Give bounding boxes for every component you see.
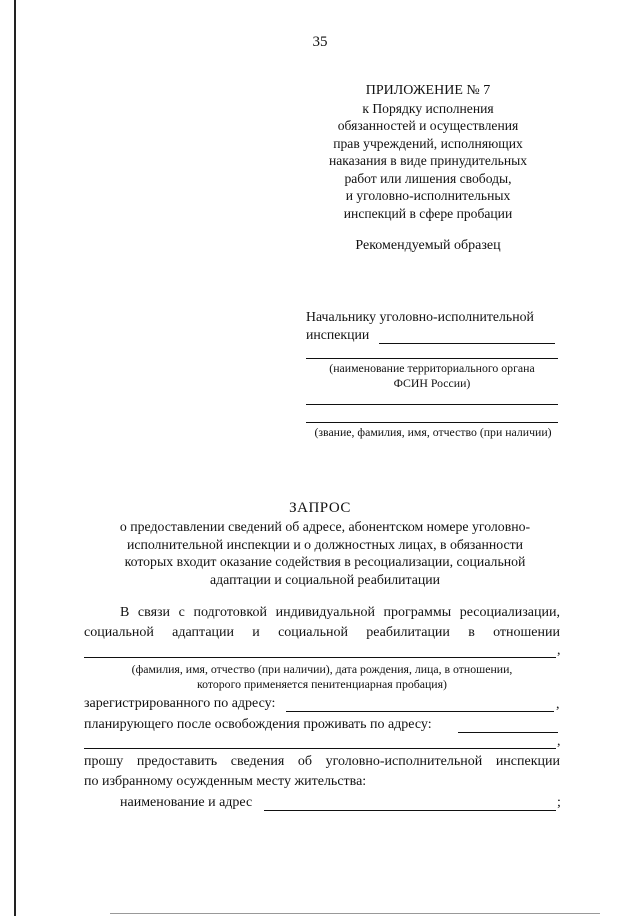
request-subtitle-line: исполнительной инспекции и о должностных лицах, в обязанности <box>126 536 524 552</box>
caption-organ-1: (наименование территориального органа <box>329 361 535 375</box>
request-subtitle-line: которых входит оказание содействия в ресоциализации, социальной <box>124 554 526 569</box>
page-edge-bottom <box>110 913 600 914</box>
appendix-line: прав учреждений, исполняющих <box>333 135 523 151</box>
comma: , <box>557 643 561 658</box>
caption-person: (звание, фамилия, имя, отчество (при наличии) <box>314 425 552 439</box>
body-para1-line1: В связи с подготовкой индивидуальной программы ресоциализации, <box>120 605 560 620</box>
appendix-line: и уголовно-исполнительных <box>345 188 511 203</box>
name-address-label: наименование и адрес <box>120 795 253 810</box>
appendix-line: инспекций в сфере пробации <box>343 205 513 221</box>
recipient-person-field[interactable] <box>306 422 558 423</box>
appendix-line: наказания в виде принудительных <box>328 153 528 168</box>
recipient-extra-field[interactable] <box>306 404 558 405</box>
request-subtitle-line: о предоставлении сведений об адресе, абонентском номере уголовно- <box>119 519 531 534</box>
planning-address-field-2[interactable] <box>84 748 556 749</box>
name-address-field[interactable] <box>264 810 556 811</box>
request-subtitle <box>90 518 560 588</box>
appendix-title: ПРИЛОЖЕНИЕ № 7 <box>365 83 491 98</box>
semicolon: ; <box>557 795 561 810</box>
caption-organ-2: ФСИН России) <box>393 376 471 390</box>
recipient-line-1: Начальнику уголовно-исполнительной <box>306 309 534 324</box>
page-edge-left <box>14 0 16 916</box>
request-subtitle-line: адаптации и социальной реабилитации <box>209 571 440 587</box>
planning-address-field[interactable] <box>458 732 558 733</box>
appendix-line: работ или лишения свободы, <box>344 170 512 186</box>
comma: , <box>557 734 561 749</box>
recipient-inspection-field[interactable] <box>379 343 555 344</box>
planning-label: планирующего после освобождения проживать по адресу: <box>84 717 432 732</box>
recipient-line-2: инспекции <box>306 327 370 342</box>
caption-person-1: (фамилия, имя, отчество (при наличии), дата рождения, лица, в отношении, <box>131 662 513 676</box>
body-para1-line2: социальной адаптации и социальной реабилитации в отношении <box>84 625 560 640</box>
caption-person-2: которого применяется пенитенциарная пробация) <box>197 677 447 691</box>
appendix-block <box>300 82 556 222</box>
comma: , <box>556 697 560 712</box>
request-title: ЗАПРОС <box>289 500 351 516</box>
registered-label: зарегистрированного по адресу: <box>84 696 276 711</box>
recipient-organ-field[interactable] <box>306 358 558 359</box>
appendix-line: обязанностей и осуществления <box>337 118 519 133</box>
appendix-line: к Порядку исполнения <box>362 100 494 116</box>
request-line-1: прошу предоставить сведения об уголовно-исполнительной инспекции <box>84 754 560 769</box>
request-line-2: по избранному осужденным месту жительства: <box>84 774 367 789</box>
sample-note: Рекомендуемый образец <box>355 238 501 253</box>
person-field[interactable] <box>84 657 556 658</box>
registered-address-field[interactable] <box>286 711 554 712</box>
page-number: 35 <box>312 34 328 50</box>
